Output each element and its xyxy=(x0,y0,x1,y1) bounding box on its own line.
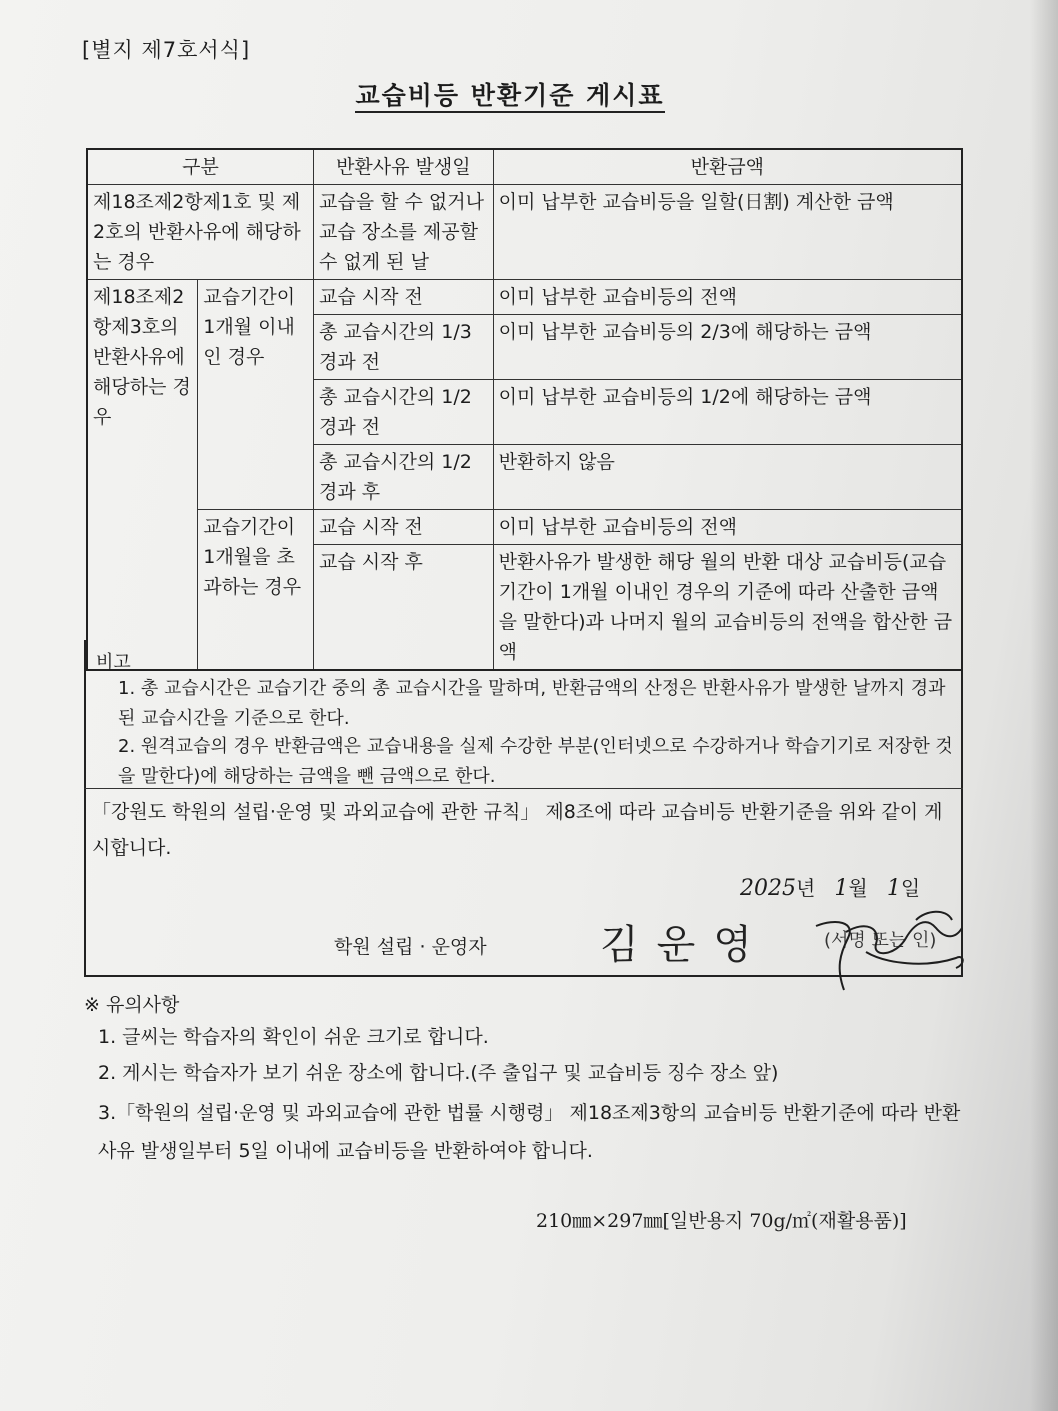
caution-item: 3.「학원의 설립·운영 및 과외교습에 관한 법률 시행령」 제18조제3항의 교습비등 반환기준에 따라 반환사유 발생일부터 5일 이내에 교습비등을 반환하여야 합니다. xyxy=(98,1102,961,1162)
amount-cell: 이미 납부한 교습비등의 전액 xyxy=(493,280,962,315)
month-handwritten: 1 xyxy=(834,876,849,901)
signature-label: (서명 또는 인) xyxy=(824,930,937,951)
occurrence-cell: 총 교습시간의 1/2 경과 전 xyxy=(314,380,494,445)
year-unit: 년 xyxy=(796,876,816,900)
caution-title: ※ 유의사항 xyxy=(84,994,180,1016)
header-occurrence: 반환사유 발생일 xyxy=(314,149,494,185)
operator-label: 학원 설립 · 운영자 xyxy=(334,936,487,958)
table-row xyxy=(87,280,962,315)
occurrence-cell: 교습을 할 수 없거나 교습 장소를 제공할 수 없게 된 날 xyxy=(314,185,494,280)
month-unit: 월 xyxy=(848,876,868,900)
date-line xyxy=(740,872,920,901)
header-category: 구분 xyxy=(87,149,314,185)
amount-cell: 반환사유가 발생한 해당 월의 반환 대상 교습비등(교습기간이 1개월 이내인 경우의 기준에 따라 산출한 금액을 말한다)과 나머지 월의 교습비등의 전액을 합산한 금액 xyxy=(493,545,962,671)
category-cell: 제18조제2항제1호 및 제2호의 반환사유에 해당하는 경우 xyxy=(87,185,314,280)
occurrence-cell: 교습 시작 후 xyxy=(314,545,494,671)
occurrence-cell: 총 교습시간의 1/2 경과 후 xyxy=(314,445,494,510)
remark-item: 2. 원격교습의 경우 반환금액은 교습내용을 실제 수강한 부분(인터넷으로 수강하거나 학습기기로 저장한 것을 말한다)에 해당하는 금액을 뺀 금액으로 한다. xyxy=(118,736,953,787)
category-cell: 제18조제2항제3호의 반환사유에 해당하는 경우 xyxy=(87,280,198,671)
table-header-row xyxy=(87,149,962,185)
declaration-text: 「강원도 학원의 설립·운영 및 과외교습에 관한 규칙」 제8조에 따라 교습비등 반환기준을 위와 같이 게시합니다. xyxy=(92,801,943,859)
amount-cell: 이미 납부한 교습비등의 1/2에 해당하는 금액 xyxy=(493,380,962,445)
caution-item: 2. 게시는 학습자가 보기 쉬운 장소에 합니다.(주 출입구 및 교습비등 징수 장소 앞) xyxy=(98,1062,779,1084)
remark-item: 1. 총 교습시간은 교습기간 중의 총 교습시간을 말하며, 반환금액의 산정은 반환사유가 발생한 날까지 경과된 교습시간을 기준으로 한다. xyxy=(118,678,946,729)
operator-name-handwritten: 김운영 xyxy=(600,922,770,968)
amount-cell: 이미 납부한 교습비등을 일할(日割) 계산한 금액 xyxy=(493,185,962,280)
table-row xyxy=(87,510,962,545)
subcategory-cell: 교습기간이 1개월을 초과하는 경우 xyxy=(198,510,314,671)
amount-cell: 반환하지 않음 xyxy=(493,445,962,510)
occurrence-cell: 교습 시작 전 xyxy=(314,510,494,545)
caution-item: 1. 글씨는 학습자의 확인이 쉬운 크기로 합니다. xyxy=(98,1026,489,1048)
document-title: 교습비등 반환기준 게시표 xyxy=(0,76,1020,112)
header-amount: 반환금액 xyxy=(493,149,962,185)
table-row xyxy=(87,185,962,280)
signature-mark xyxy=(806,898,976,998)
form-number: [별지 제7호서식] xyxy=(82,38,251,62)
remarks-label: 비고 xyxy=(96,652,131,673)
subcategory-cell: 교습기간이 1개월 이내인 경우 xyxy=(198,280,314,510)
occurrence-cell: 교습 시작 전 xyxy=(314,280,494,315)
paper-edge-shadow xyxy=(1030,0,1058,1411)
amount-cell: 이미 납부한 교습비등의 전액 xyxy=(493,510,962,545)
year-handwritten: 2025 xyxy=(740,876,796,901)
refund-table xyxy=(86,148,963,671)
day-unit: 일 xyxy=(900,876,921,900)
amount-cell: 이미 납부한 교습비등의 2/3에 해당하는 금액 xyxy=(493,315,962,380)
section-divider xyxy=(84,788,963,789)
paper-spec: 210㎜×297㎜[일반용지 70g/㎡(재활용품)] xyxy=(536,1210,907,1232)
day-handwritten: 1 xyxy=(886,876,901,901)
occurrence-cell: 총 교습시간의 1/3 경과 전 xyxy=(314,315,494,380)
